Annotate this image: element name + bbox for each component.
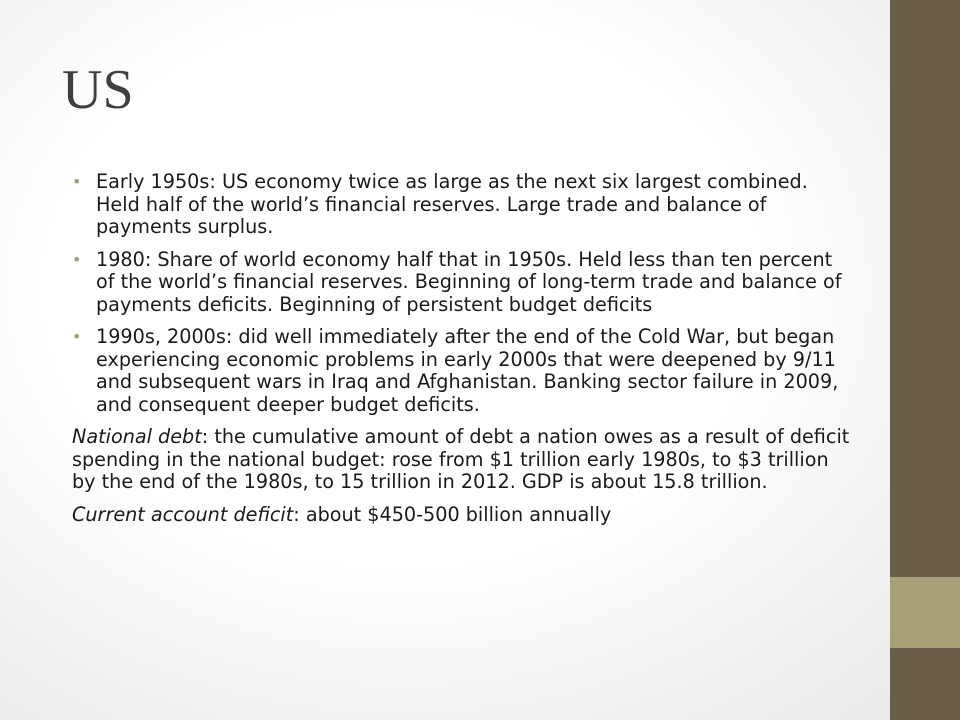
current-account-term: Current account deficit [72,502,294,526]
bullet-icon: • [72,327,82,346]
bullet-item [72,326,850,416]
bullet-icon: • [72,172,82,191]
slide-title: US [62,59,134,121]
current-account-paragraph [72,504,850,527]
bullet-text: 1990s, 2000s: did well immediately after the end of the Cold War, but began experiencing economic problems in early 2000s that were deepened by 9/11 and subsequent wars in Iraq and Afghanistan. Banking sector failure in 2009, and consequent deeper budget deficits. [96,325,839,416]
bullet-icon: • [72,249,82,269]
bullet-item [72,171,850,239]
bullet-text: 1980: Share of world economy half that in 1950s. Held less than ten percent of the world’s financial reserves. Beginning of long-term trade and balance of payments deficits. Beginning of persistent budget deficits [96,247,842,316]
side-accent-block [890,577,960,648]
bullet-item [72,249,850,317]
national-debt-term: National debt [72,425,202,448]
bullet-list [72,171,850,416]
national-debt-text: : the cumulative amount of debt a nation owes as a result of deficit spending in the national budget: rose from $1 trillion early 1980s, to $3 trillion by the end of the 1980s, to 15 trillion in 2012. GDP is about 15.8 trillion. [72,425,850,493]
current-account-text: : about $450-500 billion annually [293,502,612,526]
slide-body [72,171,850,536]
national-debt-paragraph [72,426,850,494]
bullet-text: Early 1950s: US economy twice as large as the next six largest combined. Held half of the world’s financial reserves. Large trade and balance of payments surplus. [96,170,808,238]
